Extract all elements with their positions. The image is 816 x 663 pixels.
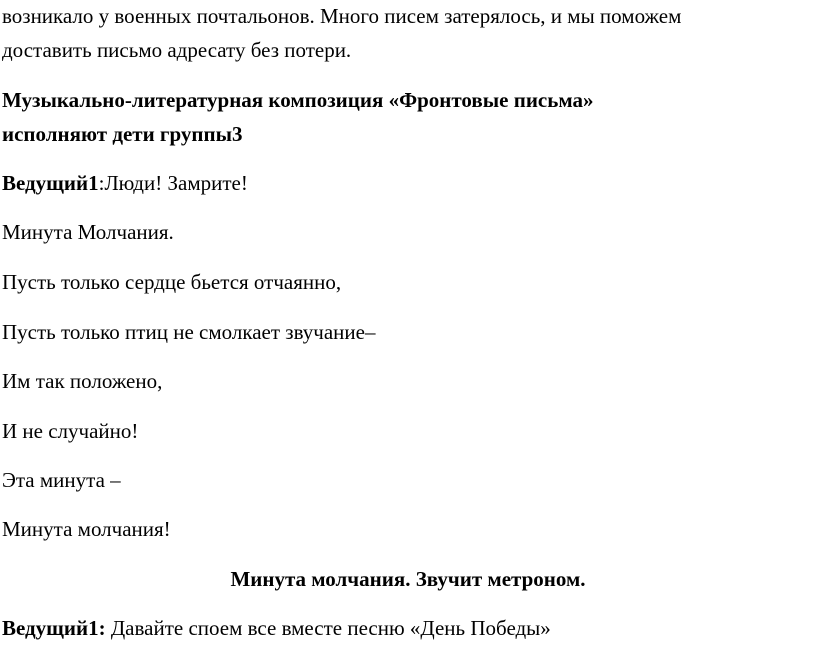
intro-line-2: доставить письмо адресату без потери. <box>2 38 352 62</box>
intro-line-1: возникало у военных почтальонов. Много писем затерялось, и мы поможем <box>2 4 682 28</box>
host-2-text: Давайте споем все вместе песню «День Победы» <box>105 616 551 640</box>
poem-line: Пусть только птиц не смолкает звучание– <box>2 320 376 344</box>
poem-line: Им так положено, <box>2 369 163 393</box>
host-2-paragraph <box>2 616 551 640</box>
poem-line: Эта минута – <box>2 468 121 492</box>
poem-line: Минута молчания! <box>2 517 171 541</box>
host-1-label: Ведущий1 <box>2 171 99 195</box>
host-1-text: :Люди! Замрите! <box>98 171 248 195</box>
host-2-label: Ведущий1: <box>2 616 106 640</box>
composition-title-line-2: исполняют дети группы3 <box>2 122 243 146</box>
poem-line: И не случайно! <box>2 419 139 443</box>
centered-heading: Минута молчания. Звучит метроном. <box>230 567 586 591</box>
host-1-paragraph <box>2 171 248 195</box>
poem-line: Пусть только сердце бьется отчаянно, <box>2 270 342 294</box>
poem-line: Минута Молчания. <box>2 220 174 244</box>
composition-title-line-1: Музыкально-литературная композиция «Фронтовые письма» <box>2 88 594 112</box>
